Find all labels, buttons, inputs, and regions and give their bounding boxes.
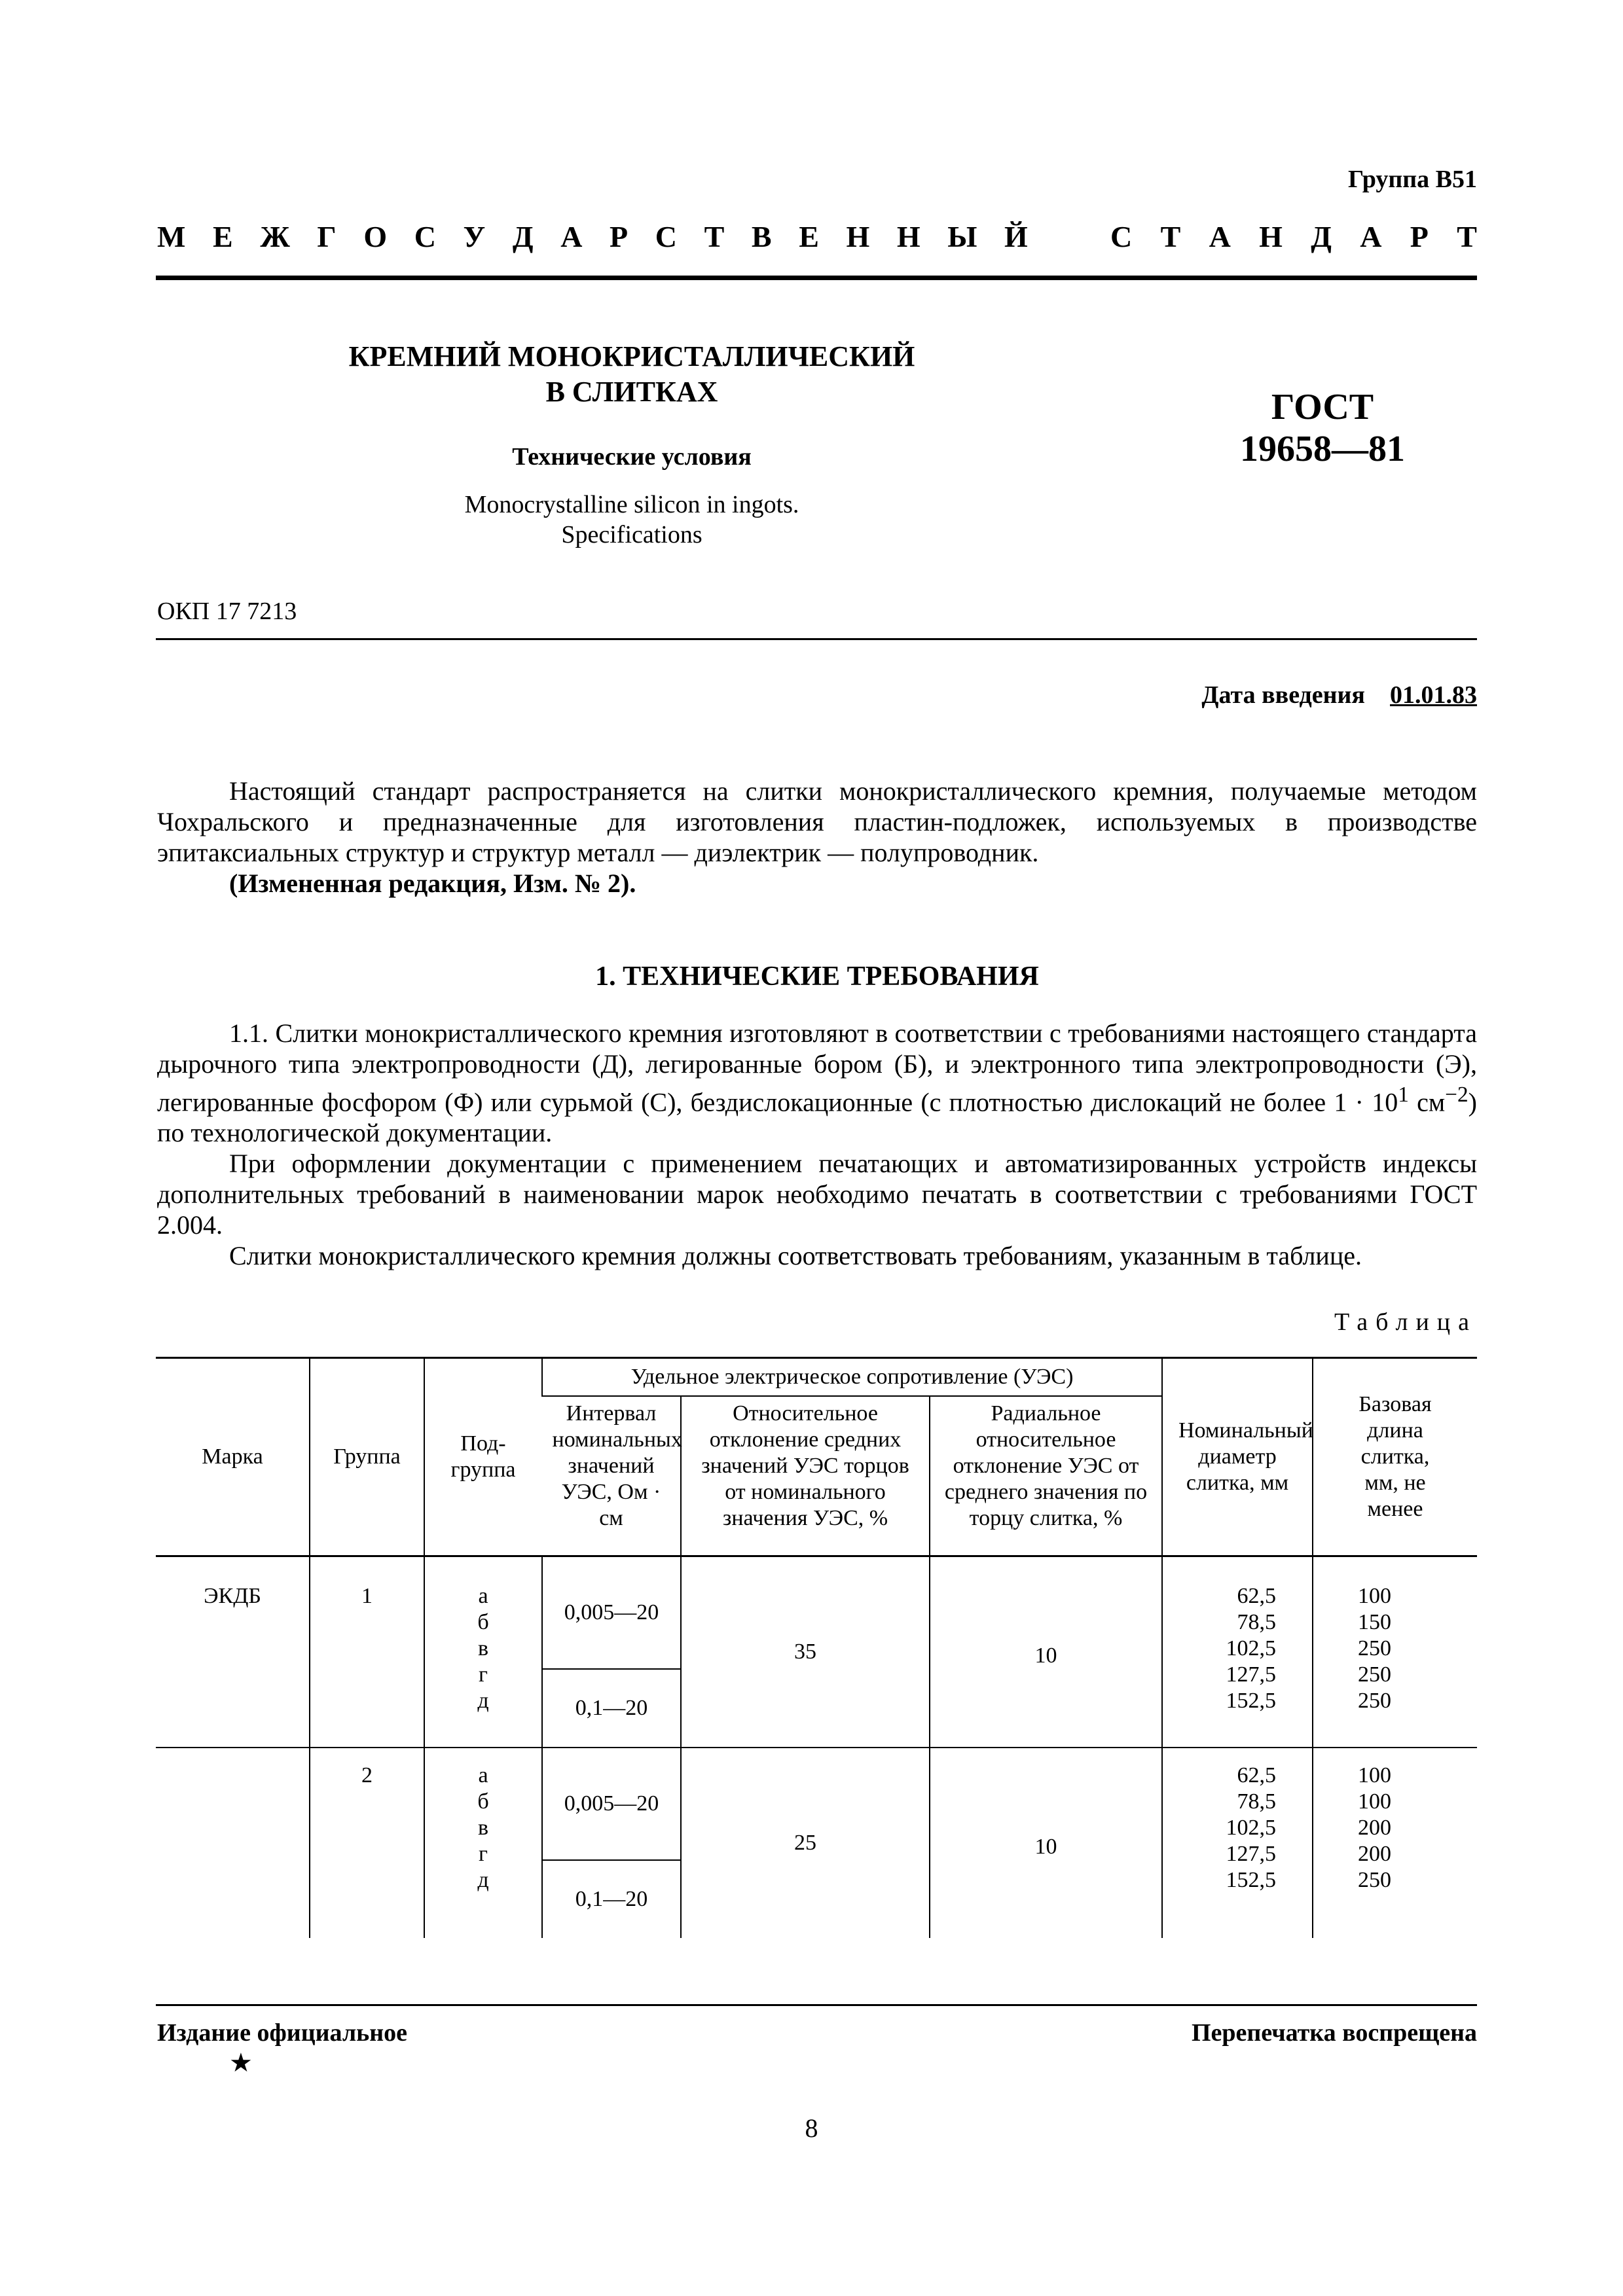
- header-letter: О: [363, 220, 388, 253]
- clause-text-c: ) по технологической документации.: [157, 1087, 1477, 1148]
- header-letter: Г: [317, 220, 337, 253]
- date-label: Дата введения: [1201, 681, 1365, 709]
- header-letter: Д: [1311, 220, 1332, 253]
- table-row: [156, 1556, 1477, 1670]
- header-letter: Ы: [947, 220, 977, 253]
- header-length-text: Базовая длина слитка, мм, не менее: [1359, 1392, 1432, 1521]
- subgroup-value: а: [478, 1584, 488, 1608]
- diameter-value: 152,5: [1226, 1868, 1276, 1892]
- header-length: [1313, 1358, 1477, 1556]
- header-interval-text: Интервал номинальных значений УЭС, Ом · см: [552, 1401, 682, 1530]
- header-letter: Д: [512, 220, 534, 253]
- cell-grade: [156, 1748, 310, 1938]
- exponent-1: 1: [1398, 1083, 1409, 1107]
- group-value: 1: [361, 1584, 373, 1608]
- english-title-line-1: Monocrystalline silicon in ingots.: [464, 491, 799, 518]
- length-value: 250: [1358, 1636, 1391, 1660]
- header-letter: Е: [213, 220, 233, 253]
- official-edition: Издание официальное: [157, 2019, 408, 2047]
- diameter-value: 78,5: [1237, 1610, 1276, 1634]
- length-value: 250: [1358, 1662, 1391, 1687]
- subgroup-value: б: [477, 1610, 489, 1634]
- cell-radial: [930, 1748, 1162, 1938]
- subgroup-value: а: [478, 1763, 488, 1787]
- header-radial-text: Радиальное относительное отклонение УЭС от среднего значения по торцу слитка, %: [944, 1401, 1148, 1530]
- title-line-2: В СЛИТКАХ: [545, 376, 718, 408]
- interstate-word: [157, 219, 1028, 259]
- header-subgroup: [424, 1358, 542, 1556]
- clause-1-1: [157, 1018, 1477, 1148]
- length-value: 100: [1358, 1584, 1391, 1608]
- introduction-date: [1201, 681, 1477, 709]
- standard-word: [1110, 219, 1477, 259]
- diameter-value: 102,5: [1226, 1636, 1276, 1660]
- length-value: 100: [1358, 1789, 1391, 1814]
- clause-text-b: см: [1408, 1087, 1446, 1117]
- diameter-value: 62,5: [1237, 1763, 1276, 1787]
- interstate-standard-title: [157, 219, 1477, 259]
- section-text: [157, 1018, 1477, 1271]
- cell-subgroup: [424, 1748, 542, 1938]
- cell-diameter: [1162, 1556, 1313, 1748]
- header-diameter-text: Номинальный диаметр слитка, мм: [1178, 1418, 1313, 1495]
- cell-interval-2: [542, 1669, 681, 1748]
- cell-length: [1313, 1748, 1477, 1938]
- header-letter: Р: [1410, 220, 1429, 253]
- header-letter: С: [1110, 220, 1133, 253]
- clause-documentation: При оформлении документации с применением печатающих и автоматизированных устройств индексы дополнительных требований в наименовании марок необходимо печатать в соответствии с требованиями ГОСТ 2.004.: [157, 1149, 1477, 1240]
- header-letter: С: [414, 220, 436, 253]
- header-letter: А: [1360, 220, 1382, 253]
- diameter-value: 127,5: [1226, 1662, 1276, 1687]
- title-line-1: КРЕМНИЙ МОНОКРИСТАЛЛИЧЕСКИЙ: [348, 340, 915, 372]
- diameter-value: 62,5: [1237, 1584, 1276, 1608]
- header-letter: Т: [1457, 220, 1477, 253]
- date-value: 01.01.83: [1390, 681, 1477, 709]
- subgroup-value: г: [479, 1842, 488, 1866]
- diameter-value: 102,5: [1226, 1816, 1276, 1840]
- length-value: 200: [1358, 1816, 1391, 1840]
- clause-text-a: 1.1. Слитки монокристаллического кремния изготовляют в соответствии с требованиями настоящего стандарта дырочного типа электропроводности (Д), легированные бором (Б), и электронного типа электропроводности (Э), легированные фосфором (Ф) или сурьмой (С), бездислокационные (с плотностью дислокаций не более 1 · 10: [157, 1018, 1477, 1117]
- radial-value: 10: [1034, 1835, 1057, 1859]
- diameter-value: 152,5: [1226, 1689, 1276, 1713]
- header-relative: [681, 1396, 930, 1556]
- header-letter: Т: [1160, 220, 1181, 253]
- header-letter: У: [463, 220, 486, 253]
- length-value: 150: [1358, 1610, 1391, 1634]
- subgroup-value: д: [477, 1689, 489, 1713]
- amendment-note: (Измененная редакция, Изм. № 2).: [229, 869, 636, 898]
- document-subtitle: Технические условия: [512, 443, 752, 471]
- length-value: 250: [1358, 1689, 1391, 1713]
- subgroup-value: в: [477, 1636, 489, 1660]
- header-letter: Й: [1004, 220, 1028, 253]
- header-relative-text: Относительное отклонение средних значений УЭС торцов от номинального значения УЭС, %: [701, 1401, 909, 1530]
- cell-interval-2: [542, 1860, 681, 1938]
- header-letter: С: [655, 220, 677, 253]
- table-row: [156, 1748, 1477, 1860]
- intro-paragraph: [157, 776, 1477, 899]
- page-number: 8: [805, 2113, 818, 2143]
- section-heading: 1. ТЕХНИЧЕСКИЕ ТРЕБОВАНИЯ: [595, 961, 1039, 992]
- header-resistivity: Удельное электрическое сопротивление (УЭС): [542, 1358, 1162, 1397]
- interval-value: 0,005—20: [564, 1600, 659, 1624]
- exponent-2: −2: [1445, 1083, 1468, 1107]
- interval-value: 0,1—20: [575, 1887, 648, 1911]
- english-title: [327, 490, 936, 550]
- cell-length: [1313, 1556, 1477, 1748]
- table-label: Таблица: [1334, 1308, 1477, 1336]
- header-letter: Ж: [260, 220, 290, 253]
- header-rule: [156, 276, 1477, 280]
- gost-number: [1192, 386, 1453, 470]
- cell-group: [310, 1748, 424, 1938]
- subgroup-value: г: [479, 1662, 488, 1687]
- relative-value: 25: [794, 1831, 816, 1855]
- cell-radial: [930, 1556, 1162, 1748]
- gost-code: 19658—81: [1240, 429, 1405, 469]
- document-title: [327, 339, 936, 410]
- header-letter: Е: [799, 220, 819, 253]
- subgroup-value: б: [477, 1789, 489, 1814]
- relative-value: 35: [794, 1640, 816, 1664]
- header-letter: В: [751, 220, 772, 253]
- radial-value: 10: [1034, 1643, 1057, 1668]
- header-grade: Марка: [156, 1358, 310, 1556]
- reprint-prohibited: Перепечатка воспрещена: [1191, 2019, 1477, 2047]
- header-letter: А: [560, 220, 583, 253]
- group-value: 2: [361, 1763, 373, 1787]
- okp-code: ОКП 17 7213: [157, 598, 297, 625]
- header-subgroup-text: Под-группа: [450, 1431, 516, 1482]
- header-letter: М: [157, 220, 186, 253]
- cell-group: [310, 1556, 424, 1748]
- intro-text: Настоящий стандарт распространяется на слитки монокристаллического кремния, получаемые методом Чохральского и предназначенные для изготовления пластин-подложек, используемых в производстве эпитаксиальных структур и структур металл — диэлектрик — полупроводник.: [157, 776, 1477, 867]
- star-icon: ★: [229, 2048, 253, 2077]
- interval-value: 0,1—20: [575, 1696, 648, 1720]
- cell-grade: [156, 1556, 310, 1748]
- cell-relative: [681, 1748, 930, 1938]
- header-interval: [542, 1396, 681, 1556]
- cell-subgroup: [424, 1556, 542, 1748]
- length-value: 200: [1358, 1842, 1391, 1866]
- length-value: 100: [1358, 1763, 1391, 1787]
- header-group: Группа: [310, 1358, 424, 1556]
- header-letter: Т: [704, 220, 725, 253]
- header-letter: Р: [610, 220, 629, 253]
- length-value: 250: [1358, 1868, 1391, 1892]
- diameter-value: 78,5: [1237, 1789, 1276, 1814]
- okp-rule: [156, 638, 1477, 640]
- cell-interval-1: [542, 1748, 681, 1860]
- requirements-table: [156, 1357, 1477, 1938]
- group-label: Группа В51: [1347, 166, 1477, 193]
- cell-diameter: [1162, 1748, 1313, 1938]
- header-letter: Н: [846, 220, 870, 253]
- header-letter: Н: [1259, 220, 1283, 253]
- interval-value: 0,005—20: [564, 1791, 659, 1816]
- cell-interval-1: [542, 1556, 681, 1670]
- header-radial: [930, 1396, 1162, 1556]
- subgroup-value: д: [477, 1868, 489, 1892]
- cell-relative: [681, 1556, 930, 1748]
- grade-value: ЭКДБ: [204, 1584, 261, 1608]
- diameter-value: 127,5: [1226, 1842, 1276, 1866]
- english-title-line-2: Specifications: [561, 521, 702, 548]
- header-letter: Н: [896, 220, 921, 253]
- header-letter: А: [1209, 220, 1231, 253]
- header-diameter: [1162, 1358, 1313, 1556]
- footer-rule: [156, 2004, 1477, 2006]
- gost-label: ГОСТ: [1271, 387, 1374, 427]
- clause-table-reference: Слитки монокристаллического кремния должны соответствовать требованиям, указанным в таблице.: [229, 1241, 1362, 1271]
- subgroup-value: в: [477, 1816, 489, 1840]
